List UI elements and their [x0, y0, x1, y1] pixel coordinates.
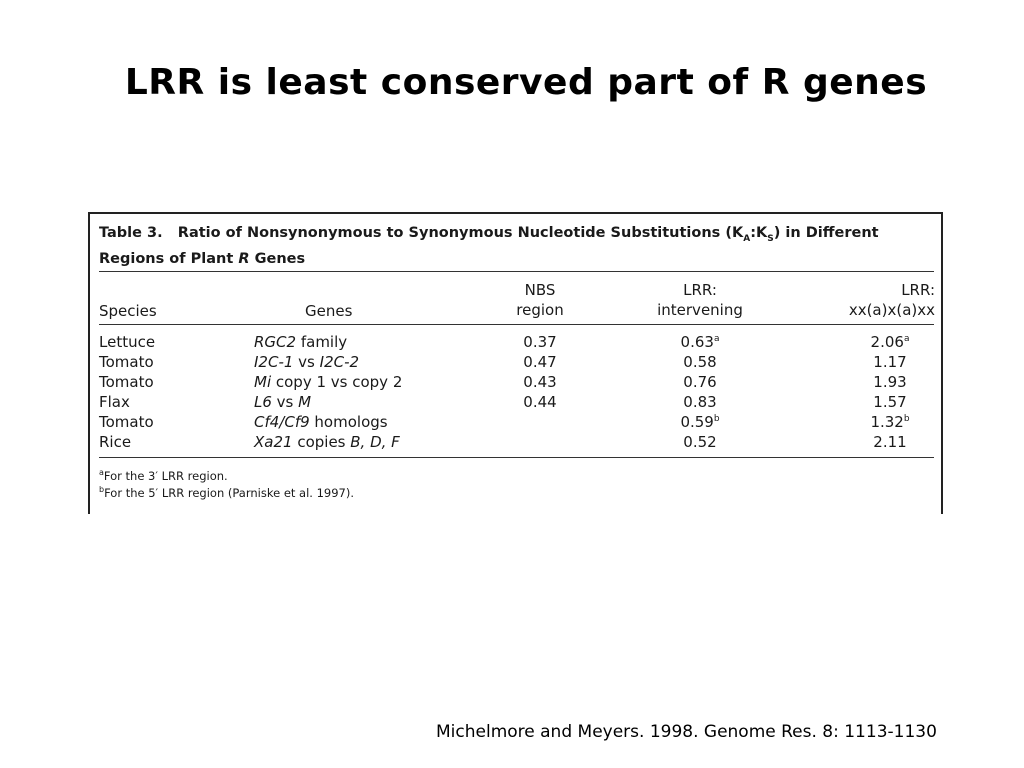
footnote: [99, 468, 228, 484]
lrr-xx-value: 1.93: [873, 373, 907, 391]
cell-lrr-xx: [845, 352, 935, 372]
gene-part: I2C-1: [254, 353, 294, 371]
footnote-mark: a: [903, 334, 910, 344]
cell-lrr-xx: [845, 332, 935, 352]
lrr-xx-value: 1.57: [873, 393, 907, 411]
gene-part: family: [296, 333, 348, 351]
gene-part: B, D, F: [350, 433, 400, 451]
header-lrr-xx: [835, 280, 935, 320]
lrr-xx-value: 2.11: [873, 433, 907, 451]
gene-part: vs: [271, 393, 299, 411]
header-nbs: [490, 280, 590, 320]
header-rule: [99, 324, 934, 325]
cell-lrr-xx: [845, 412, 935, 432]
cell-species: Tomato: [99, 373, 154, 391]
cell-species: Tomato: [99, 353, 154, 371]
footnote-text: For the 3′ LRR region.: [103, 469, 228, 483]
lrr-int-value: 0.63: [680, 333, 714, 351]
footnote-text: For the 5′ LRR region (Parniske et al. 1997).: [104, 486, 355, 500]
cell-lrr-intervening: [655, 332, 745, 352]
lrr-int-value: 0.59: [680, 413, 714, 431]
gene-part: homologs: [309, 413, 388, 431]
cell-genes: [254, 352, 359, 372]
caption-line2-italic: R: [238, 250, 250, 267]
lrr-xx-value: 1.17: [873, 353, 907, 371]
cell-nbs: 0.37: [523, 333, 557, 351]
cell-genes: [254, 372, 402, 392]
header-lrr-int-line2: intervening: [657, 301, 743, 319]
cell-nbs: 0.43: [523, 373, 557, 391]
gene-part: RGC2: [254, 333, 297, 351]
header-lrr-intervening: [640, 280, 760, 320]
header-lrr-int-line1: LRR:: [683, 281, 717, 299]
caption-sub-s: S: [767, 233, 774, 244]
header-lrr-xx-line2: xx(a)x(a)xx: [848, 301, 935, 319]
caption-label: Table 3.: [99, 225, 163, 241]
gene-part: copies: [292, 433, 351, 451]
cell-genes: [254, 332, 347, 352]
gene-part: Xa21: [254, 433, 293, 451]
lrr-int-value: 0.58: [683, 353, 717, 371]
cell-nbs: 0.44: [523, 393, 557, 411]
gene-part: I2C-2: [319, 353, 360, 371]
caption-line-1: [99, 223, 939, 249]
caption-text: Ratio of Nonsynonymous to Synonymous Nucleotide Substitutions (K: [177, 225, 744, 241]
caption-line2-before: Regions of Plant: [99, 250, 234, 267]
cell-lrr-intervening: [655, 392, 745, 412]
lrr-int-value: 0.52: [683, 433, 717, 451]
substitution-table: [88, 212, 943, 514]
caption-colon: :K: [750, 225, 768, 241]
caption-text-after: ) in Different: [773, 225, 879, 241]
gene-part: Cf4/Cf9: [254, 413, 310, 431]
footnote-mark: a: [99, 468, 104, 478]
gene-part: L6: [254, 393, 272, 411]
gene-part: vs: [293, 353, 320, 371]
lrr-xx-value: 1.32: [870, 413, 904, 431]
lrr-int-value: 0.76: [683, 373, 717, 391]
cell-genes: [254, 432, 400, 452]
table-caption: [99, 223, 939, 269]
citation: Michelmore and Meyers. 1998. Genome Res. 8: 1113-1130: [436, 722, 937, 742]
cell-species: Rice: [99, 433, 132, 451]
footnote-mark: b: [903, 414, 910, 424]
caption-rule: [99, 271, 934, 272]
slide-title: LRR is least conserved part of R genes: [124, 62, 928, 103]
cell-species: Tomato: [99, 413, 154, 431]
header-nbs-line1: NBS: [524, 281, 556, 299]
caption-line2-after: Genes: [254, 250, 306, 267]
cell-genes: [254, 412, 388, 432]
caption-sub-a: A: [743, 233, 751, 244]
cell-lrr-xx: [845, 372, 935, 392]
header-genes: Genes: [305, 302, 353, 320]
footnote-mark: b: [713, 414, 720, 424]
body-rule: [99, 457, 934, 458]
cell-lrr-xx: [845, 432, 935, 452]
cell-species: Lettuce: [99, 333, 156, 351]
header-lrr-xx-line1: LRR:: [901, 281, 935, 299]
header-nbs-line2: region: [516, 301, 564, 319]
footnote: [99, 485, 354, 501]
cell-nbs: 0.47: [523, 353, 557, 371]
cell-lrr-intervening: [655, 432, 745, 452]
gene-part: copy 1 vs copy 2: [271, 373, 403, 391]
gene-part: Mi: [254, 373, 272, 391]
gene-part: M: [298, 393, 312, 411]
cell-lrr-xx: [845, 392, 935, 412]
cell-lrr-intervening: [655, 412, 745, 432]
lrr-xx-value: 2.06: [870, 333, 904, 351]
footnote-mark: b: [99, 485, 105, 495]
cell-lrr-intervening: [655, 372, 745, 392]
cell-lrr-intervening: [655, 352, 745, 372]
cell-species: Flax: [99, 393, 130, 411]
cell-genes: [254, 392, 311, 412]
caption-line-2: [99, 249, 939, 269]
header-species: Species: [99, 302, 157, 320]
footnote-mark: a: [713, 334, 720, 344]
lrr-int-value: 0.83: [683, 393, 717, 411]
